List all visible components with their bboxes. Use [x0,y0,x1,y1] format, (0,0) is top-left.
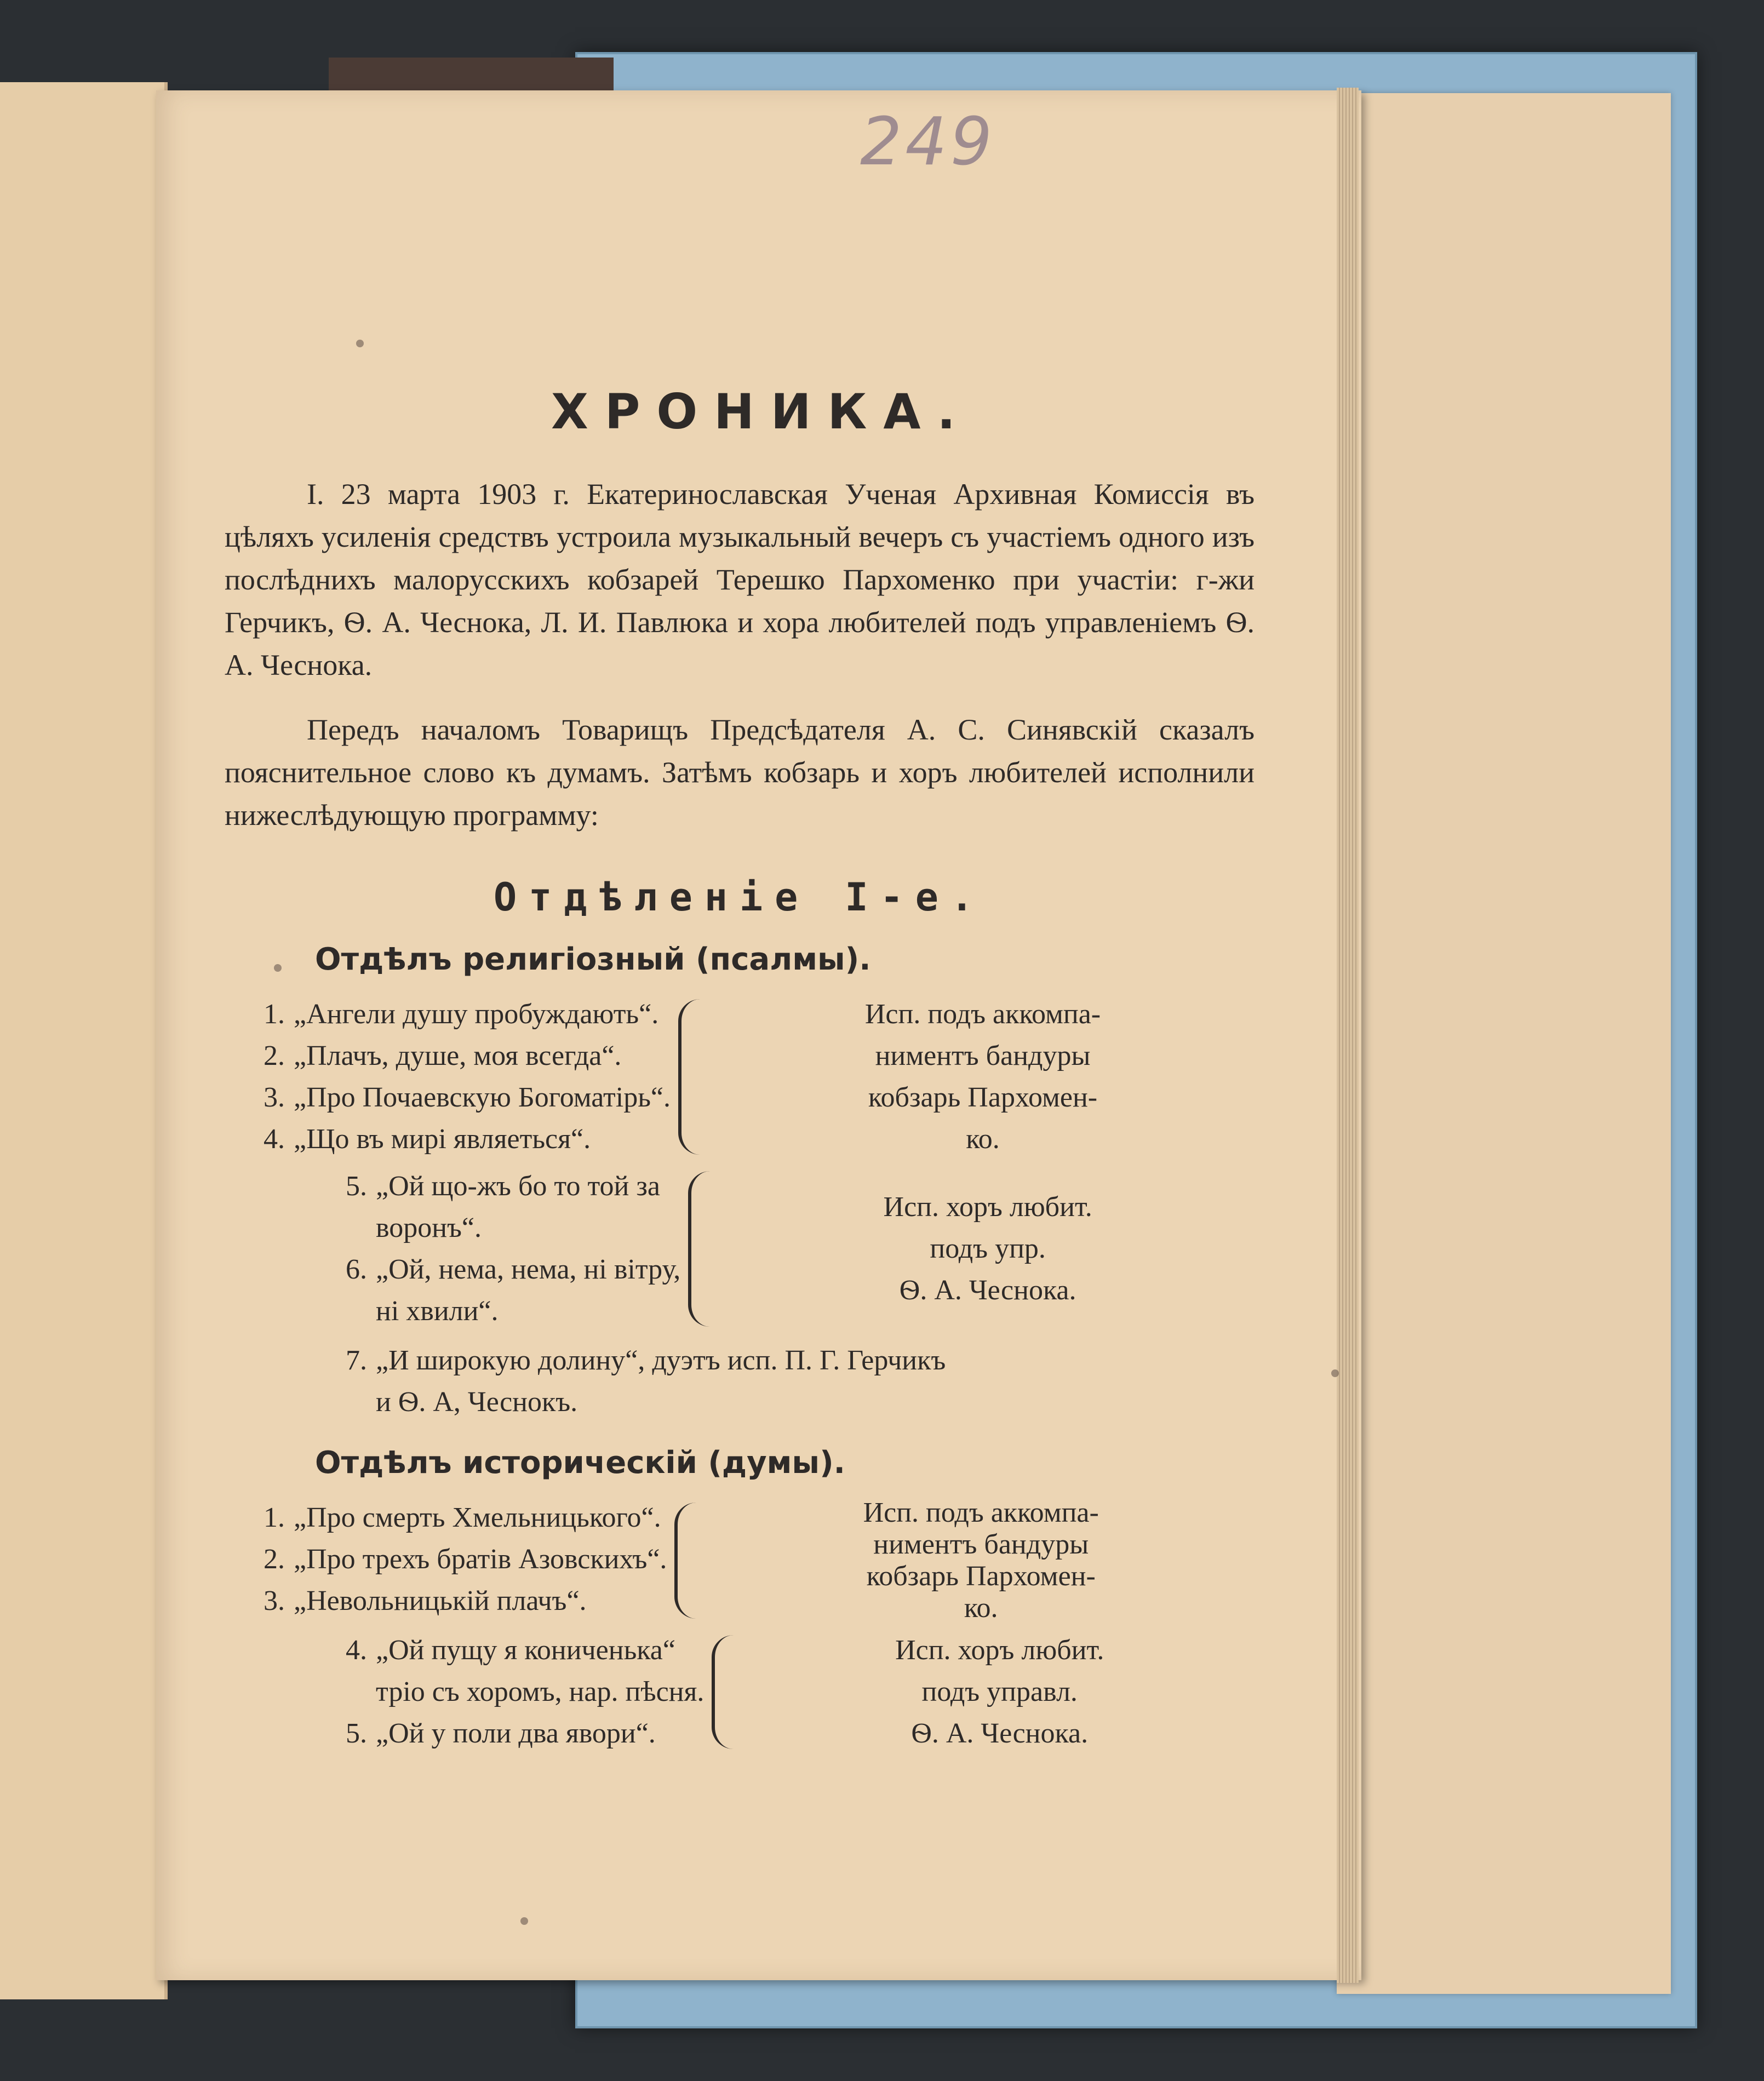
brace [712,1635,737,1749]
paragraph-2: Передъ началомъ Товарищъ Предсѣдателя А. С. Синявскій сказалъ пояснительное слово къ думамъ. Затѣмъ кобзарь и хоръ любителей исполнили нижеслѣдующую программу: [225,713,1255,832]
program-item-duet: 7. „И широкую долину“, дуэтъ исп. П. Г. Герчикъ и Ѳ. А, Чеснокъ. [346,1345,946,1418]
program-item: 6. „Ой, нема, нема, ні вітру, ні хвили“. [346,1254,681,1327]
section-title: Отдѣленіе I-е. [493,875,986,920]
program-item: 1. „Ангели душу пробуждають“. [264,999,659,1030]
program-item: 4. „Ой пущу я коничeнька“ тріо съ хоромъ, нар. пѣсня. [346,1635,705,1707]
brace [688,1171,713,1327]
program-item: 4. „Що въ мирі являеться“. [264,1123,591,1155]
paragraph-1: I. 23 марта 1903 г. Екатеринославская Ученая Архивная Комиссія въ цѣляхъ усиленія средствъ устроила музыкальный вечеръ съ участіемъ одного изъ послѣднихъ малорусскихъ кобзарей Терешко Пархоменко при участіи: г-жи Герчикъ, Ѳ. А. Чеснока, Л. И. Павлюка и хора любителей подъ управленіемъ Ѳ. А. Чеснока. [225,478,1255,681]
brace [678,999,703,1155]
brace [674,1503,700,1619]
subsection-historical-title: Отдѣлъ историческій (думы). [315,1445,845,1481]
program-group [318,1166,1255,1332]
program-items [236,1497,667,1624]
paper-speck [274,964,282,972]
handwritten-page-number: 249 [860,104,996,180]
program-group [236,994,1255,1160]
performer-note: Исп. подъ аккомпа- ниментъ бандуры кобзарь Пархомен- ко. [864,999,1101,1155]
page-edges [1337,88,1359,1983]
left-facing-page [0,82,168,1999]
back-page [1337,93,1671,1994]
paper-speck [520,1917,528,1925]
paper-speck [356,340,364,347]
performer-note: Исп. хоръ любит. подъ упр. Ѳ. А. Чеснока. [883,1191,1092,1306]
program-items [236,994,671,1160]
program-items [318,1630,704,1755]
program-item: 5. „Ой що-жъ бо то той за воронъ“. [346,1171,660,1243]
program-item: 3. „Невольницькій плачъ“. [264,1585,587,1616]
paper-speck [1331,1369,1339,1377]
article-title: ХРОНИКА. [551,383,972,440]
performer-note: Исп. подъ аккомпа- ниментъ бандуры кобзарь Пархомен- ко. [863,1497,1099,1624]
article [225,383,1255,1759]
program-items [318,1166,680,1332]
program-item: 5. „Ой у поли два явори“. [346,1718,656,1749]
performer-note: Исп. хоръ любит. подъ управл. Ѳ. А. Чеснока. [895,1635,1104,1749]
subsection-religious-title: Отдѣлъ религіозный (псалмы). [315,942,871,977]
program-item: 2. „Плачъ, душе, моя всегда“. [264,1040,622,1071]
program-group [236,1497,1255,1624]
program-group [318,1630,1255,1755]
program-item: 3. „Про Почаевскую Богоматірь“. [264,1082,671,1113]
program-item: 1. „Про смерть Хмельницького“. [264,1502,661,1533]
program-item: 2. „Про трехъ братів Азовскихъ“. [264,1544,667,1575]
